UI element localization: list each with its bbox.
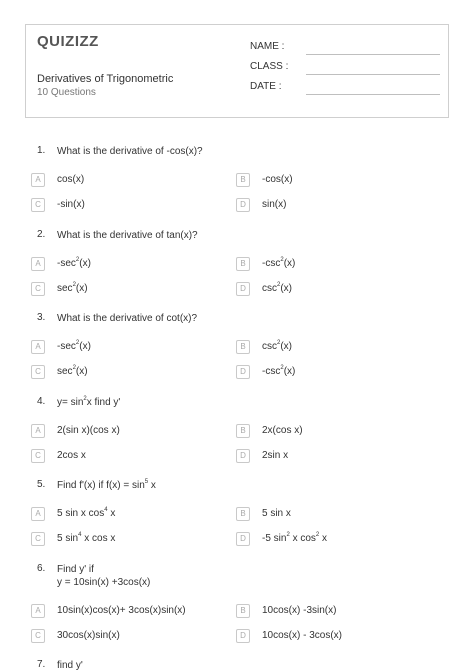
option-letter-badge: D — [236, 629, 250, 643]
question-text-line2: y = 10sin(x) +3cos(x) — [57, 577, 151, 588]
option-text: $\csc^2(x)$ — [262, 281, 293, 294]
question-number: 1. — [37, 145, 46, 156]
option-letter-badge: B — [236, 257, 250, 271]
question-number: 2. — [37, 229, 46, 240]
option-letter-badge: D — [236, 532, 250, 546]
worksheet-header — [25, 24, 449, 118]
option-text: 2(sin x)(cos x) — [57, 425, 120, 436]
date-field[interactable] — [250, 81, 440, 95]
option-letter-badge: A — [31, 424, 45, 438]
option-text: $-\csc^2(x)$ — [262, 256, 296, 269]
option-letter-badge: C — [31, 198, 45, 212]
option-letter-badge: B — [236, 604, 250, 618]
option-text: $-\sec^2(x)$ — [57, 339, 91, 352]
option-text: 5 sin x $\cos^4 x$ — [57, 506, 116, 519]
option-letter-badge: D — [236, 365, 250, 379]
option-text: 2cos x — [57, 450, 86, 461]
question-count: 10 Questions — [37, 87, 96, 98]
option-letter-badge: A — [31, 340, 45, 354]
class-field[interactable] — [250, 61, 440, 75]
question-number: 3. — [37, 312, 46, 323]
option-text: sin(x) — [262, 199, 287, 210]
option-text: $-\csc^2(x)$ — [262, 364, 296, 377]
option-text: 10cos(x) - 3cos(x) — [262, 630, 343, 641]
date-label: DATE : — [250, 81, 282, 92]
option-text: 10sin(x)cos(x)+ 3cos(x)sin(x) — [57, 605, 186, 616]
worksheet-title: Derivatives of Trigonometric — [37, 73, 174, 85]
option-letter-badge: A — [31, 604, 45, 618]
question-number: 5. — [37, 479, 46, 490]
option-text: -sin(x) — [57, 199, 85, 210]
option-letter-badge: C — [31, 449, 45, 463]
option-text: 30cos(x)sin(x) — [57, 630, 120, 641]
option-letter-badge: B — [236, 424, 250, 438]
option-letter-badge: D — [236, 282, 250, 296]
option-text: 2sin x — [262, 450, 289, 461]
option-text: $\sec^2(x)$ — [57, 364, 88, 377]
option-letter-badge: B — [236, 507, 250, 521]
question-text: What is the derivative of -cos(x)? — [57, 146, 203, 157]
date-line — [306, 94, 440, 95]
option-text: $\sec^2(x)$ — [57, 281, 88, 294]
question-text: Find f'(x) if $f(x) = \sin^5 x$ — [57, 478, 156, 491]
option-text: -5 $\sin^2 x$ $\cos^2 x$ — [262, 531, 328, 544]
option-letter-badge: B — [236, 340, 250, 354]
question-text: Find y' if y = 10sin(x) +3cos(x) — [57, 564, 151, 588]
question-text: What is the derivative of cot(x)? — [57, 313, 198, 324]
option-text: 10cos(x) -3sin(x) — [262, 605, 337, 616]
name-line — [306, 54, 440, 55]
class-label: CLASS : — [250, 61, 289, 72]
option-letter-badge: C — [31, 365, 45, 379]
option-text: -cos(x) — [262, 174, 293, 185]
option-letter-badge: B — [236, 173, 250, 187]
option-text: cos(x) — [57, 174, 85, 185]
question-text: What is the derivative of tan(x)? — [57, 230, 198, 241]
option-text: $\csc^2(x)$ — [262, 339, 293, 352]
option-letter-badge: D — [236, 198, 250, 212]
option-text: $-\sec^2(x)$ — [57, 256, 91, 269]
option-text: 5 sin x — [262, 508, 291, 519]
option-text: 5 $\sin^4 x$ cos x — [57, 531, 116, 544]
quizizz-logo: QUIZIZZ — [37, 33, 99, 50]
name-label: NAME : — [250, 41, 285, 52]
name-field[interactable] — [250, 41, 440, 55]
option-letter-badge: A — [31, 507, 45, 521]
question-number: 4. — [37, 396, 46, 407]
option-letter-badge: C — [31, 282, 45, 296]
option-letter-badge: C — [31, 532, 45, 546]
class-line — [306, 74, 440, 75]
option-text: 2x(cos x) — [262, 425, 303, 436]
option-letter-badge: A — [31, 257, 45, 271]
question-text: $y= \sin^2x$ find y' — [57, 395, 121, 408]
option-letter-badge: D — [236, 449, 250, 463]
option-letter-badge: C — [31, 629, 45, 643]
question-text: find y' — [57, 660, 83, 671]
question-number: 6. — [37, 563, 46, 574]
question-number: 7. — [37, 659, 46, 670]
option-letter-badge: A — [31, 173, 45, 187]
